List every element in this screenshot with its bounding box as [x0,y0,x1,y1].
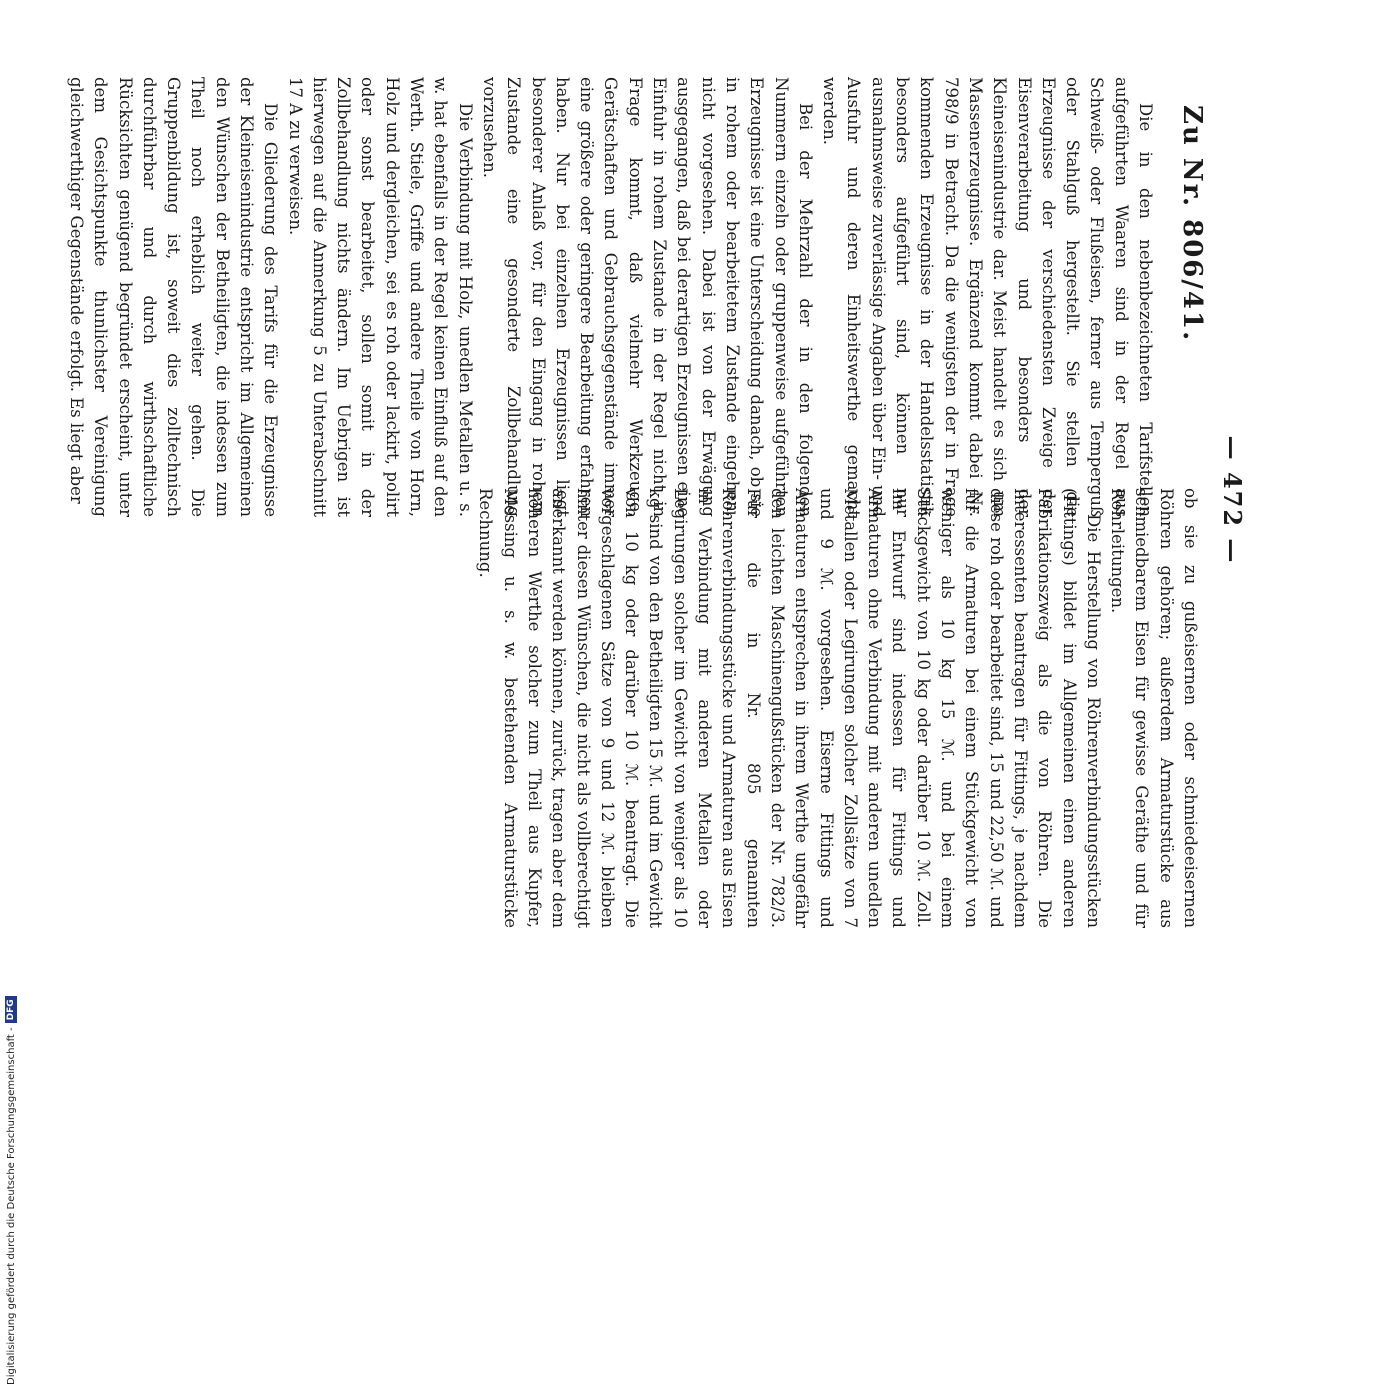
paragraph: Die in den nebenbezeichneten Tarifstellen aufgeführten Waaren sind in der Regel aus Schweiß- oder Flußeisen, ferner aus Temperguß oder Stahlguß hergestellt. Sie stellen die Erzeugnisse der verschiedensten Zweige der Eisenverarbeitung und besonders der Kleineisenindustrie dar. Meist handelt es sich um Massenerzeugnisse. Ergänzend kommt dabei Nr. 798/9 in Betracht. Da die wenigsten der in Frage kommenden Erzeugnisse in der Handelsstatistik besonders aufgeführt sind, können nur ausnahmsweise zuverlässige Angaben über Ein- und Ausfuhr und deren Einheitswerthe gemacht werden. [820,77,1155,517]
paragraph: ob sie zu gußeisernen oder schmiedeeisernen Röhren gehören; außerdem Armaturstücke aus schmiedbarem Eisen für gewisse Geräthe und für Rohrleitungen. [1108,488,1200,928]
left-column [64,77,1157,517]
paragraph: Die Herstellung von Röhrenverbindungsstücken (Fittings) bildet im Allgemeinen einen anderen Fabrikationszweig als die von Röhren. Die Interessenten beantragen für Fittings, je nachdem diese roh oder bearbeitet sind, 15 und 22,50 ℳ. und für die Armaturen bei einem Stückgewicht von weniger als 10 kg 15 ℳ. und bei einem Stückgewicht von 10 kg oder darüber 10 ℳ. Zoll. Im Entwurf sind indessen für Fittings und Armaturen ohne Verbindung mit anderen unedlen Metallen oder Legirungen solcher Zollsätze von 7 und 9 ℳ. vorgesehen. Eiserne Fittings und Armaturen entsprechen in ihrem Werthe ungefähr den leichten Maschinengußstücken der Nr. 782/3. Für die in Nr. 805 genannten Röhrenverbindungsstücke und Armaturen aus Eisen in Verbindung mit anderen Metallen oder Legirungen solcher im Gewicht von weniger als 10 kg sind von den Betheiligten 15 ℳ. und im Gewicht von 10 kg oder darüber 10 ℳ. beantragt. Die vorgeschlagenen Sätze von 9 und 12 ℳ. bleiben hinter diesen Wünschen, die nicht als vollberechtigt anerkannt werden können, zurück, tragen aber dem höheren Werthe solcher zum Theil aus Kupfer, Messing u. s. w. bestehenden Armaturstücke Rechnung. [476,488,1103,928]
paragraph: Die Gliederung des Tarifs für die Erzeugnisse der Kleineisenindustrie entspricht im Allgemeinen den Wünschen der Betheiligten, die indessen zum Theil noch erheblich weiter gehen. Die Gruppenbildung ist, soweit dies zolltechnisch durchführbar und durch wirthschaftliche Rücksichten genügend begründet erscheint, unter dem Gesichtspunkte thunlichster Vereinigung gleichwerthiger Gegenstände erfolgt. Es liegt aber [66,77,281,517]
dfg-logo: DFG [5,996,17,1023]
right-column [473,488,1202,928]
section-heading: Zu Nr. 806/41. [1177,105,1207,343]
paragraph: Die Verbindung mit Holz, unedlen Metallen u. s. w. hat ebenfalls in der Regel keinen Einfluß auf den Werth. Stiele, Griffe und andere Theile von Horn, Holz und dergleichen, sei es roh oder lackirt, polirt oder sonst bearbeitet, sollen somit in der Zollbehandlung nichts ändern. Im Uebrigen ist hierwegen auf die Anmerkung 5 zu Unterabschnitt 17 A zu verweisen. [285,77,475,517]
page-number: — 472 — [1218,435,1247,565]
digitization-credit [5,996,17,1385]
paragraph: Bei der Mehrzahl der in den folgenden Nummern einzeln oder gruppenweise aufgeführten Erzeugnisse ist eine Unterscheidung danach, ob sie in rohem oder bearbeitetem Zustande eingehen, nicht vorgesehen. Dabei ist von der Erwägung ausgegangen, daß bei derartigen Erzeugnissen eine Einfuhr in rohem Zustande in der Regel nicht in Frage kommt, daß vielmehr Werkzeuge, Gerätschaften und Gebrauchsgegenstände immer eine größere oder geringere Bearbeitung erfahren haben. Nur bei einzelnen Erzeugnissen liegt besonderer Anlaß vor, für den Eingang in rohem Zustande eine gesonderte Zollbehandlung vorzusehen. [479,77,815,517]
credit-text: Digitalisierung gefördert durch die Deutsche Forschungsgemeinschaft - [5,1027,17,1385]
